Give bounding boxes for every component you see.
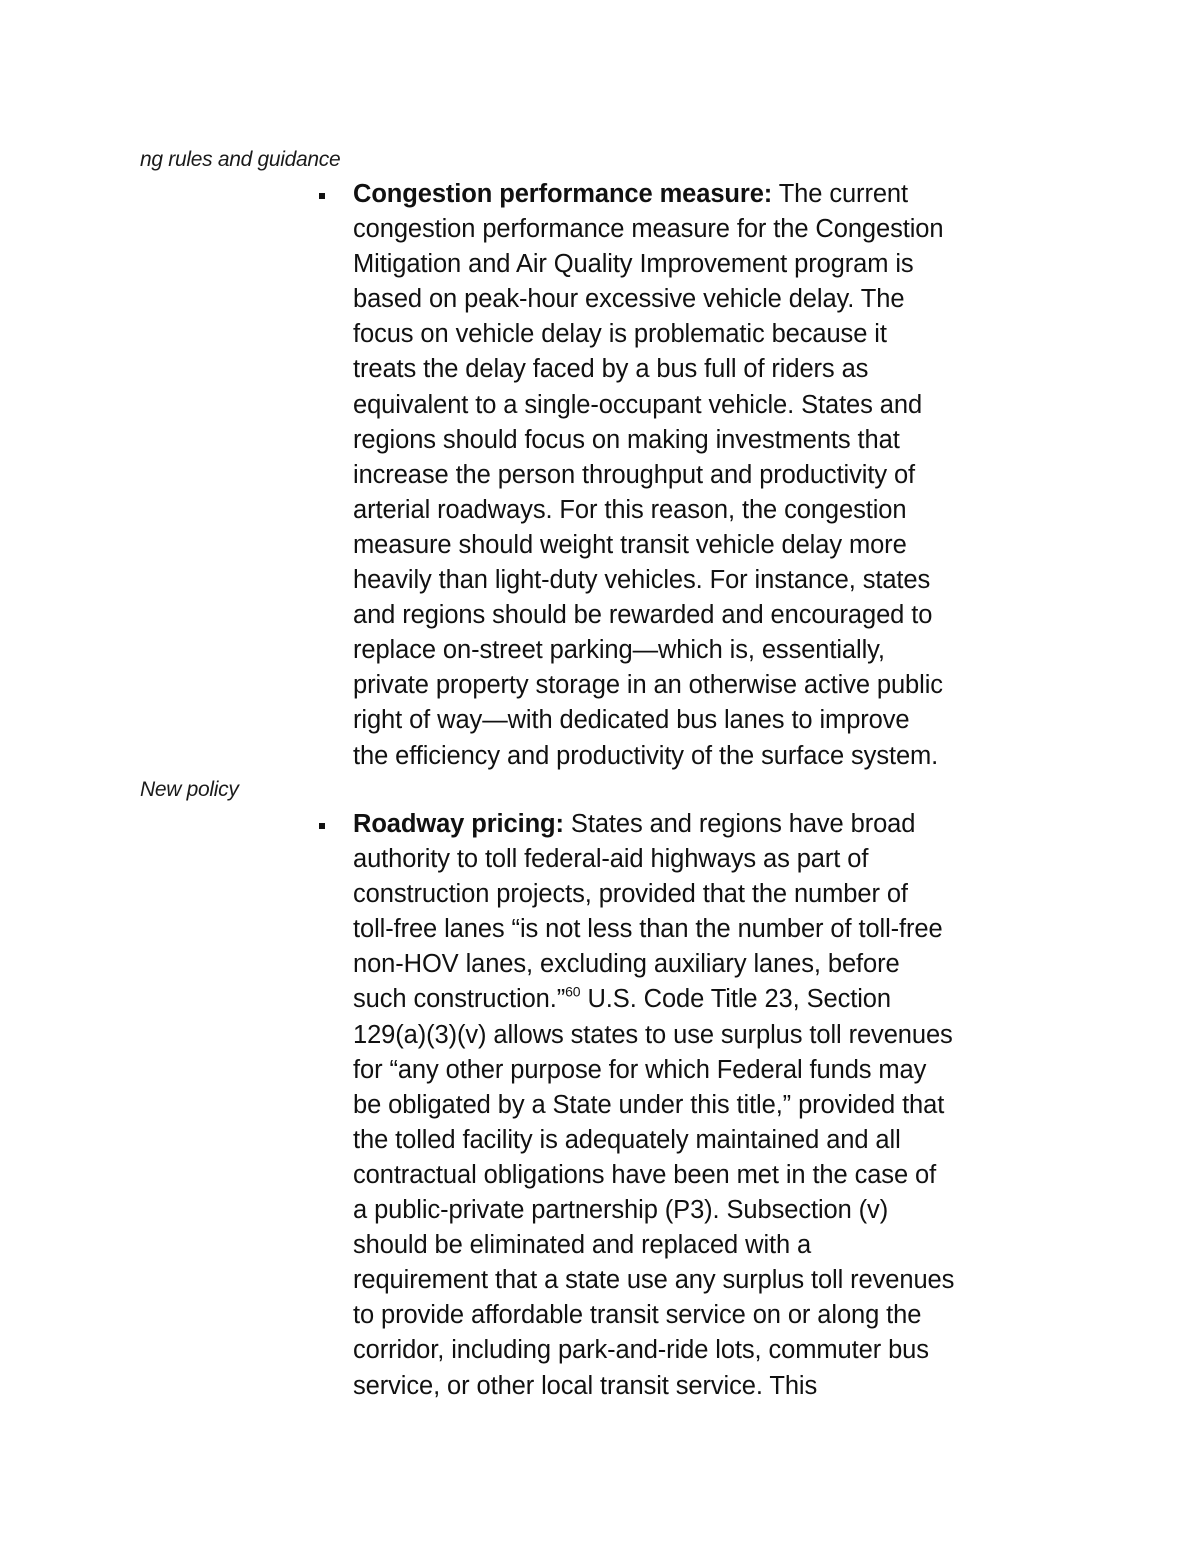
body-line: arterial roadways. For this reason, the congestion [353, 495, 907, 524]
body-line: measure should weight transit vehicle delay more [353, 530, 907, 559]
body-line: equivalent to a single-occupant vehicle. States and [353, 390, 923, 419]
body-line: the tolled facility is adequately maintained and all [353, 1125, 901, 1154]
body-line: private property storage in an otherwise active public [353, 671, 943, 700]
body-line: authority to toll federal-aid highways as part of [353, 845, 869, 874]
bullet-square-icon [319, 193, 325, 199]
bullet-first-line [353, 807, 1073, 842]
footnote-line-after: U.S. Code Title 23, Section [580, 985, 891, 1014]
body-line: a public-private partnership (P3). Subsection (v) [353, 1196, 889, 1225]
margin-note-rules-guidance: ng rules and guidance [140, 148, 341, 171]
body-line: heavily than light-duty vehicles. For instance, states [353, 566, 931, 595]
body-line: focus on vehicle delay is problematic because it [353, 320, 887, 349]
body-line: contractual obligations have been met in the case of [353, 1160, 937, 1189]
body-line: right of way—with dedicated bus lanes to improve [353, 706, 910, 735]
body-line: increase the person throughput and productivity of [353, 460, 916, 489]
body-line: replace on-street parking—which is, essentially, [353, 636, 885, 665]
body-line: Mitigation and Air Quality Improvement program is [353, 250, 914, 279]
body-line: treats the delay faced by a bus full of riders as [353, 355, 869, 384]
body-line: service, or other local transit service. This [353, 1371, 818, 1400]
footnote-line [353, 982, 1073, 1017]
bullet-text: The current [772, 180, 908, 208]
body-line: the efficiency and productivity of the surface system. [353, 741, 939, 770]
footnote-line-before: such construction.” [353, 985, 566, 1014]
bullet-square-icon [319, 823, 325, 829]
body-line: requirement that a state use any surplus toll revenues [353, 1266, 955, 1295]
bullet-first-line [353, 177, 1073, 212]
margin-note-new-policy: New policy [140, 778, 239, 801]
body-line: non-HOV lanes, excluding auxiliary lanes, before [353, 950, 900, 979]
body-line: should be eliminated and replaced with a [353, 1231, 812, 1260]
body-line: to provide affordable transit service on or along the [353, 1301, 922, 1330]
body-line: regions should focus on making investments that [353, 425, 900, 454]
body-line: toll-free lanes “is not less than the number of toll-free [353, 915, 943, 944]
bullet-text: States and regions have broad [563, 810, 916, 838]
body-line: 129(a)(3)(v) allows states to use surplus toll revenues [353, 1020, 953, 1049]
footnote-reference[interactable]: 60 [565, 983, 581, 1000]
bullet-roadway-pricing [353, 807, 1073, 1404]
body-line: be obligated by a State under this title,” provided that [353, 1090, 945, 1119]
body-line: corridor, including park-and-ride lots, commuter bus [353, 1336, 929, 1365]
body-line: for “any other purpose for which Federal funds may [353, 1055, 927, 1084]
body-line: based on peak-hour excessive vehicle delay. The [353, 285, 905, 314]
bullet-heading: Roadway pricing: [353, 810, 564, 838]
bullet-congestion-performance-measure [353, 177, 1073, 774]
bullet-heading: Congestion performance measure: [353, 180, 773, 208]
body-line: congestion performance measure for the Congestion [353, 215, 944, 244]
body-line: construction projects, provided that the number of [353, 880, 908, 909]
body-line: and regions should be rewarded and encouraged to [353, 601, 933, 630]
